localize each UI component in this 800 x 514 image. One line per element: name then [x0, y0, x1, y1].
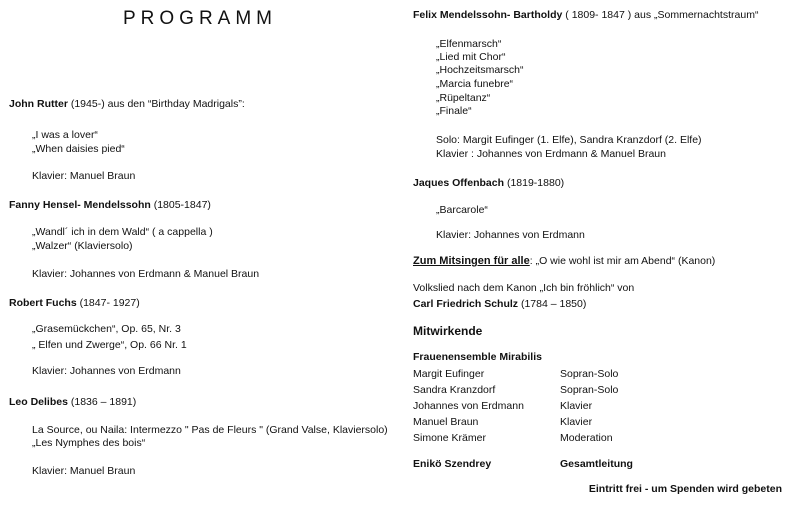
member-name: Simone Krämer	[413, 432, 486, 444]
composer-name: Felix Mendelssohn- Bartholdy	[413, 9, 563, 21]
composer-dates: (1819-1880)	[504, 177, 565, 189]
piece-item: „Hochzeitsmarsch“	[436, 64, 524, 76]
composer-fuchs	[9, 297, 140, 310]
composer-offenbach	[413, 177, 564, 190]
piece-item: „Barcarole“	[436, 204, 488, 216]
solo-credit: Solo: Margit Eufinger (1. Elfe), Sandra Kranzdorf (2. Elfe)	[436, 134, 702, 146]
member-name: Margit Eufinger	[413, 368, 485, 380]
piece-item: La Source, ou Naila: Intermezzo " Pas de Fleurs " (Grand Valse, Klaviersolo)	[32, 424, 388, 436]
piece-item: „Elfenmarsch“	[436, 38, 502, 50]
sing-along-label: Zum Mitsingen für alle	[413, 255, 530, 267]
piece-item: „Grasemückchen“, Op. 65, Nr. 3	[32, 323, 181, 335]
piece-item: „Walzer“ (Klaviersolo)	[32, 240, 133, 252]
piece-item: „When daisies pied“	[32, 143, 125, 155]
composer-name: Fanny Hensel- Mendelssohn	[9, 199, 151, 211]
member-role: Klavier	[560, 400, 593, 412]
composer-name: John Rutter	[9, 98, 68, 110]
piano-credit: Klavier: Johannes von Erdmann	[32, 365, 181, 377]
composer-dates: (1784 – 1850)	[518, 298, 587, 310]
composer-hensel	[9, 199, 211, 212]
sing-along-text: : „O wie wohl ist mir am Abend“ (Kanon)	[529, 255, 716, 267]
piece-item: „Lied mit Chor“	[436, 51, 506, 63]
piece-item: „Rüpeltanz“	[436, 92, 491, 104]
piece-item: „Finale“	[436, 105, 472, 117]
member-role: Sopran-Solo	[560, 368, 619, 380]
piece-item: „I was a lover“	[32, 129, 98, 141]
footer-note: Eintritt frei - um Spenden wird gebeten	[588, 483, 782, 495]
piano-credit: Klavier: Johannes von Erdmann	[436, 229, 585, 241]
composer-dates: (1945-) aus den “Birthday Madrigals”:	[67, 98, 245, 110]
composer-rutter	[9, 98, 245, 111]
composer-dates: (1847- 1927)	[76, 297, 140, 309]
piano-credit: Klavier: Manuel Braun	[32, 465, 136, 477]
composer-name: Leo Delibes	[9, 396, 68, 408]
ensemble-name: Frauenensemble Mirabilis	[413, 351, 542, 363]
sing-along-composer	[413, 298, 586, 311]
sing-along-source: Volkslied nach dem Kanon „Ich bin fröhlich“ von	[413, 282, 635, 294]
piece-item: „Wandl´ ich in dem Wald“ ( a cappella )	[32, 226, 213, 238]
member-name: Johannes von Erdmann	[413, 400, 524, 412]
piano-credit: Klavier : Johannes von Erdmann & Manuel Braun	[436, 148, 666, 160]
leader-role: Gesamtleitung	[560, 458, 633, 470]
composer-mendelssohn	[413, 9, 758, 22]
piano-credit: Klavier: Johannes von Erdmann & Manuel Braun	[32, 268, 260, 280]
composer-dates: (1805-1847)	[150, 199, 211, 211]
composer-name: Jaques Offenbach	[413, 177, 505, 189]
member-name: Sandra Kranzdorf	[413, 384, 496, 396]
piece-item: „Marcia funebre“	[436, 78, 514, 90]
piano-credit: Klavier: Manuel Braun	[32, 170, 136, 182]
page-title: PROGRAMM	[123, 8, 277, 29]
member-role: Sopran-Solo	[560, 384, 619, 396]
member-name: Manuel Braun	[413, 416, 479, 428]
sing-along	[413, 255, 715, 268]
composer-name: Carl Friedrich Schulz	[413, 298, 519, 310]
composer-name: Robert Fuchs	[9, 297, 77, 309]
section-heading-mitwirkende: Mitwirkende	[413, 324, 483, 338]
piece-item: „ Elfen und Zwerge“, Op. 66 Nr. 1	[32, 339, 187, 351]
piece-item: „Les Nymphes des bois“	[32, 437, 146, 449]
composer-dates: (1836 – 1891)	[67, 396, 137, 408]
composer-delibes	[9, 396, 136, 409]
leader-name: Enikö Szendrey	[413, 458, 492, 470]
member-role: Klavier	[560, 416, 593, 428]
composer-dates: ( 1809- 1847 ) aus „Sommernachtstraum“	[562, 9, 759, 21]
member-role: Moderation	[560, 432, 613, 444]
